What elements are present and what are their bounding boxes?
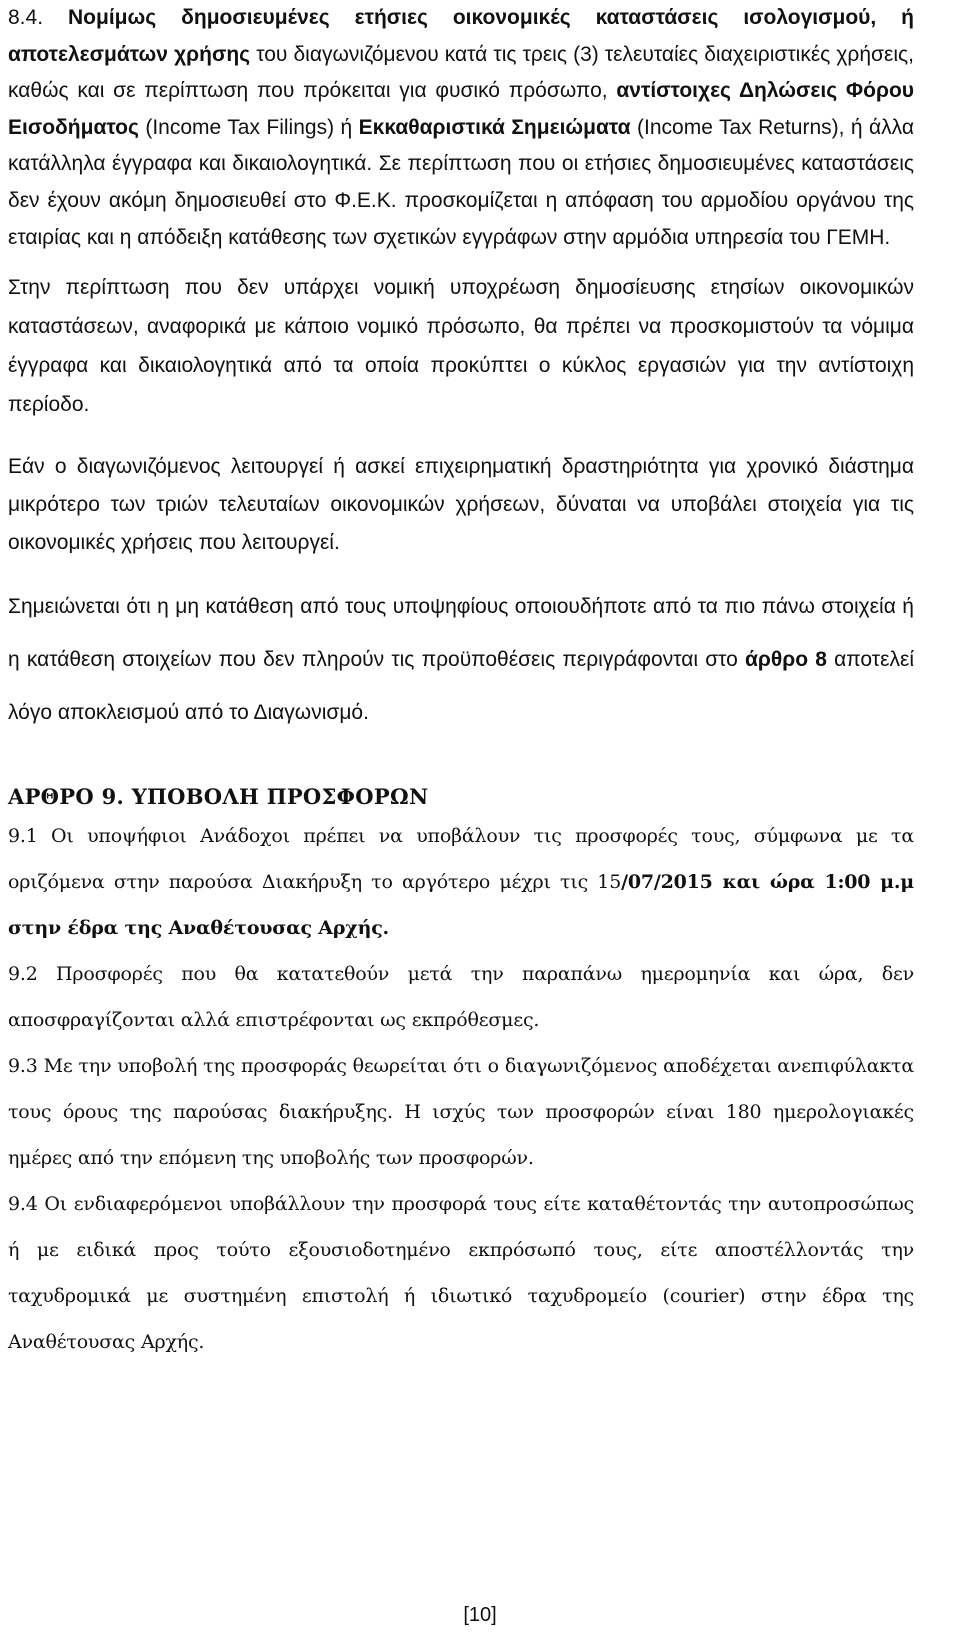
page-number: [10] [463,1604,497,1626]
section-number: 8.4. [8,6,44,29]
exclusion-text: αποτελεί λόγο αποκλεισμού από το Διαγωνισμό. [8,648,914,725]
tax-declarations-bold: αντίστοιχες Δηλώσεις Φόρου Εισοδήματος [8,79,914,139]
paragraph-9-2: 9.2 Προσφορές που θα κατατεθούν μετά την παραπάνω ημερομηνία και ώρα, δεν αποσφραγίζονται αλλά επιστρέφονται ως εκπρόθεσμες. [8,963,914,1032]
shorter-period-paragraph: Εάν ο διαγωνιζόμενος λειτουργεί ή ασκεί επιχειρηματική δραστηριότητα για χρονικό διάστημα μικρότερο των τριών τελευταίων οικονομικών χρήσεων, δύναται να υποβάλει στοιχεία για τις οικονομικές χρήσεις που λειτουργεί. [8,455,914,555]
clearance-notes-bold: Εκκαθαριστικά Σημειώματα [358,115,631,139]
paragraph-9-4: 9.4 Οι ενδιαφερόμενοι υποβάλλουν την προσφορά τους είτε καταθέτοντάς την αυτοπροσώπως ή με ειδικά προς τούτο εξουσιοδοτημένο εκπρόσωπό τους, είτε αποστέλλοντάς την ταχυδρομικά με συστημένη επιστολή ή ιδιωτικό ταχυδρομείο (courier) στην έδρα της Αναθέτουσας Αρχής. [8,1193,914,1354]
section-text: του διαγωνιζόμενου κατά τις τρεις (3) τελευταίες διαχειριστικές χρήσεις, καθώς και σε περίπτωση που πρόκειται για φυσικό πρόσωπο, [8,42,914,103]
exclusion-text: Σημειώνεται ότι η μη κατάθεση από τους υποψηφίους οποιουδήποτε από τα πιο πάνω στοιχεία ή η κατάθεση στοιχείων που δεν πληρούν τις προϋποθέσεις περιγράφονται στο [8,595,914,672]
document-page [8,0,914,1365]
exclusion-paragraph [8,580,914,739]
no-obligation-paragraph: Στην περίπτωση που δεν υπάρχει νομική υποχρέωση δημοσίευσης ετησίων οικονομικών καταστάσεων, αναφορικά με κάποιο νομικό πρόσωπο, θα πρέπει να προσκομιστούν τα νόμιμα έγγραφα και δικαιολογητικά από τα οποία προκύπτει ο κύκλος εργασιών για την αντίστοιχη περίοδο. [8,276,914,417]
article-9-heading: ΑΡΘΡΟ 9. ΥΠΟΒΟΛΗ ΠΡΟΣΦΟΡΩΝ [8,784,429,810]
paragraph-9-1 [8,813,914,951]
article-reference-bold: άρθρο 8 [745,648,827,672]
section-8-4-paragraph [8,0,914,256]
section-title-bold: Νομίμως δημοσιευμένες ετήσιες οικονομικές καταστάσεις ισολογισμού, ή αποτελεσμάτων χρήσης [8,6,914,66]
deadline-bold: /07/2015 και ώρα 1:00 μ.μ στην έδρα της Αναθέτουσας Αρχής. [8,871,914,940]
section-text: (Income Tax Returns), ή άλλα κατάλληλα έγγραφα και δικαιολογητικά. Σε περίπτωση που οι ετήσιες δημοσιευμένες καταστάσεις δεν έχουν ακόμη δημοσιευθεί στο Φ.Ε.Κ. προσκομίζεται η απόφαση του αρμοδίου οργάνου της εταιρίας και η απόδειξη κατάθεσης των σχετικών εγγράφων στην αρμόδια υπηρεσία του ΓΕΜΗ. [8,115,914,249]
section-text: (Income Tax Filings) ή [138,115,359,139]
paragraph-9-1-text: 9.1 Οι υποψήφιοι Ανάδοχοι πρέπει να υποβάλουν τις προσφορές τους, σύμφωνα με τα οριζόμενα στην παρούσα Διακήρυξη το αργότερο μέχρι τις 15 [8,825,914,894]
paragraph-9-3: 9.3 Με την υποβολή της προσφοράς θεωρείται ότι ο διαγωνιζόμενος αποδέχεται ανεπιφύλακτα τους όρους της παρούσας διακήρυξης. Η ισχύς των προσφορών είναι 180 ημερολογιακές ημέρες από την επόμενη της υποβολής των προσφορών. [8,1055,914,1170]
